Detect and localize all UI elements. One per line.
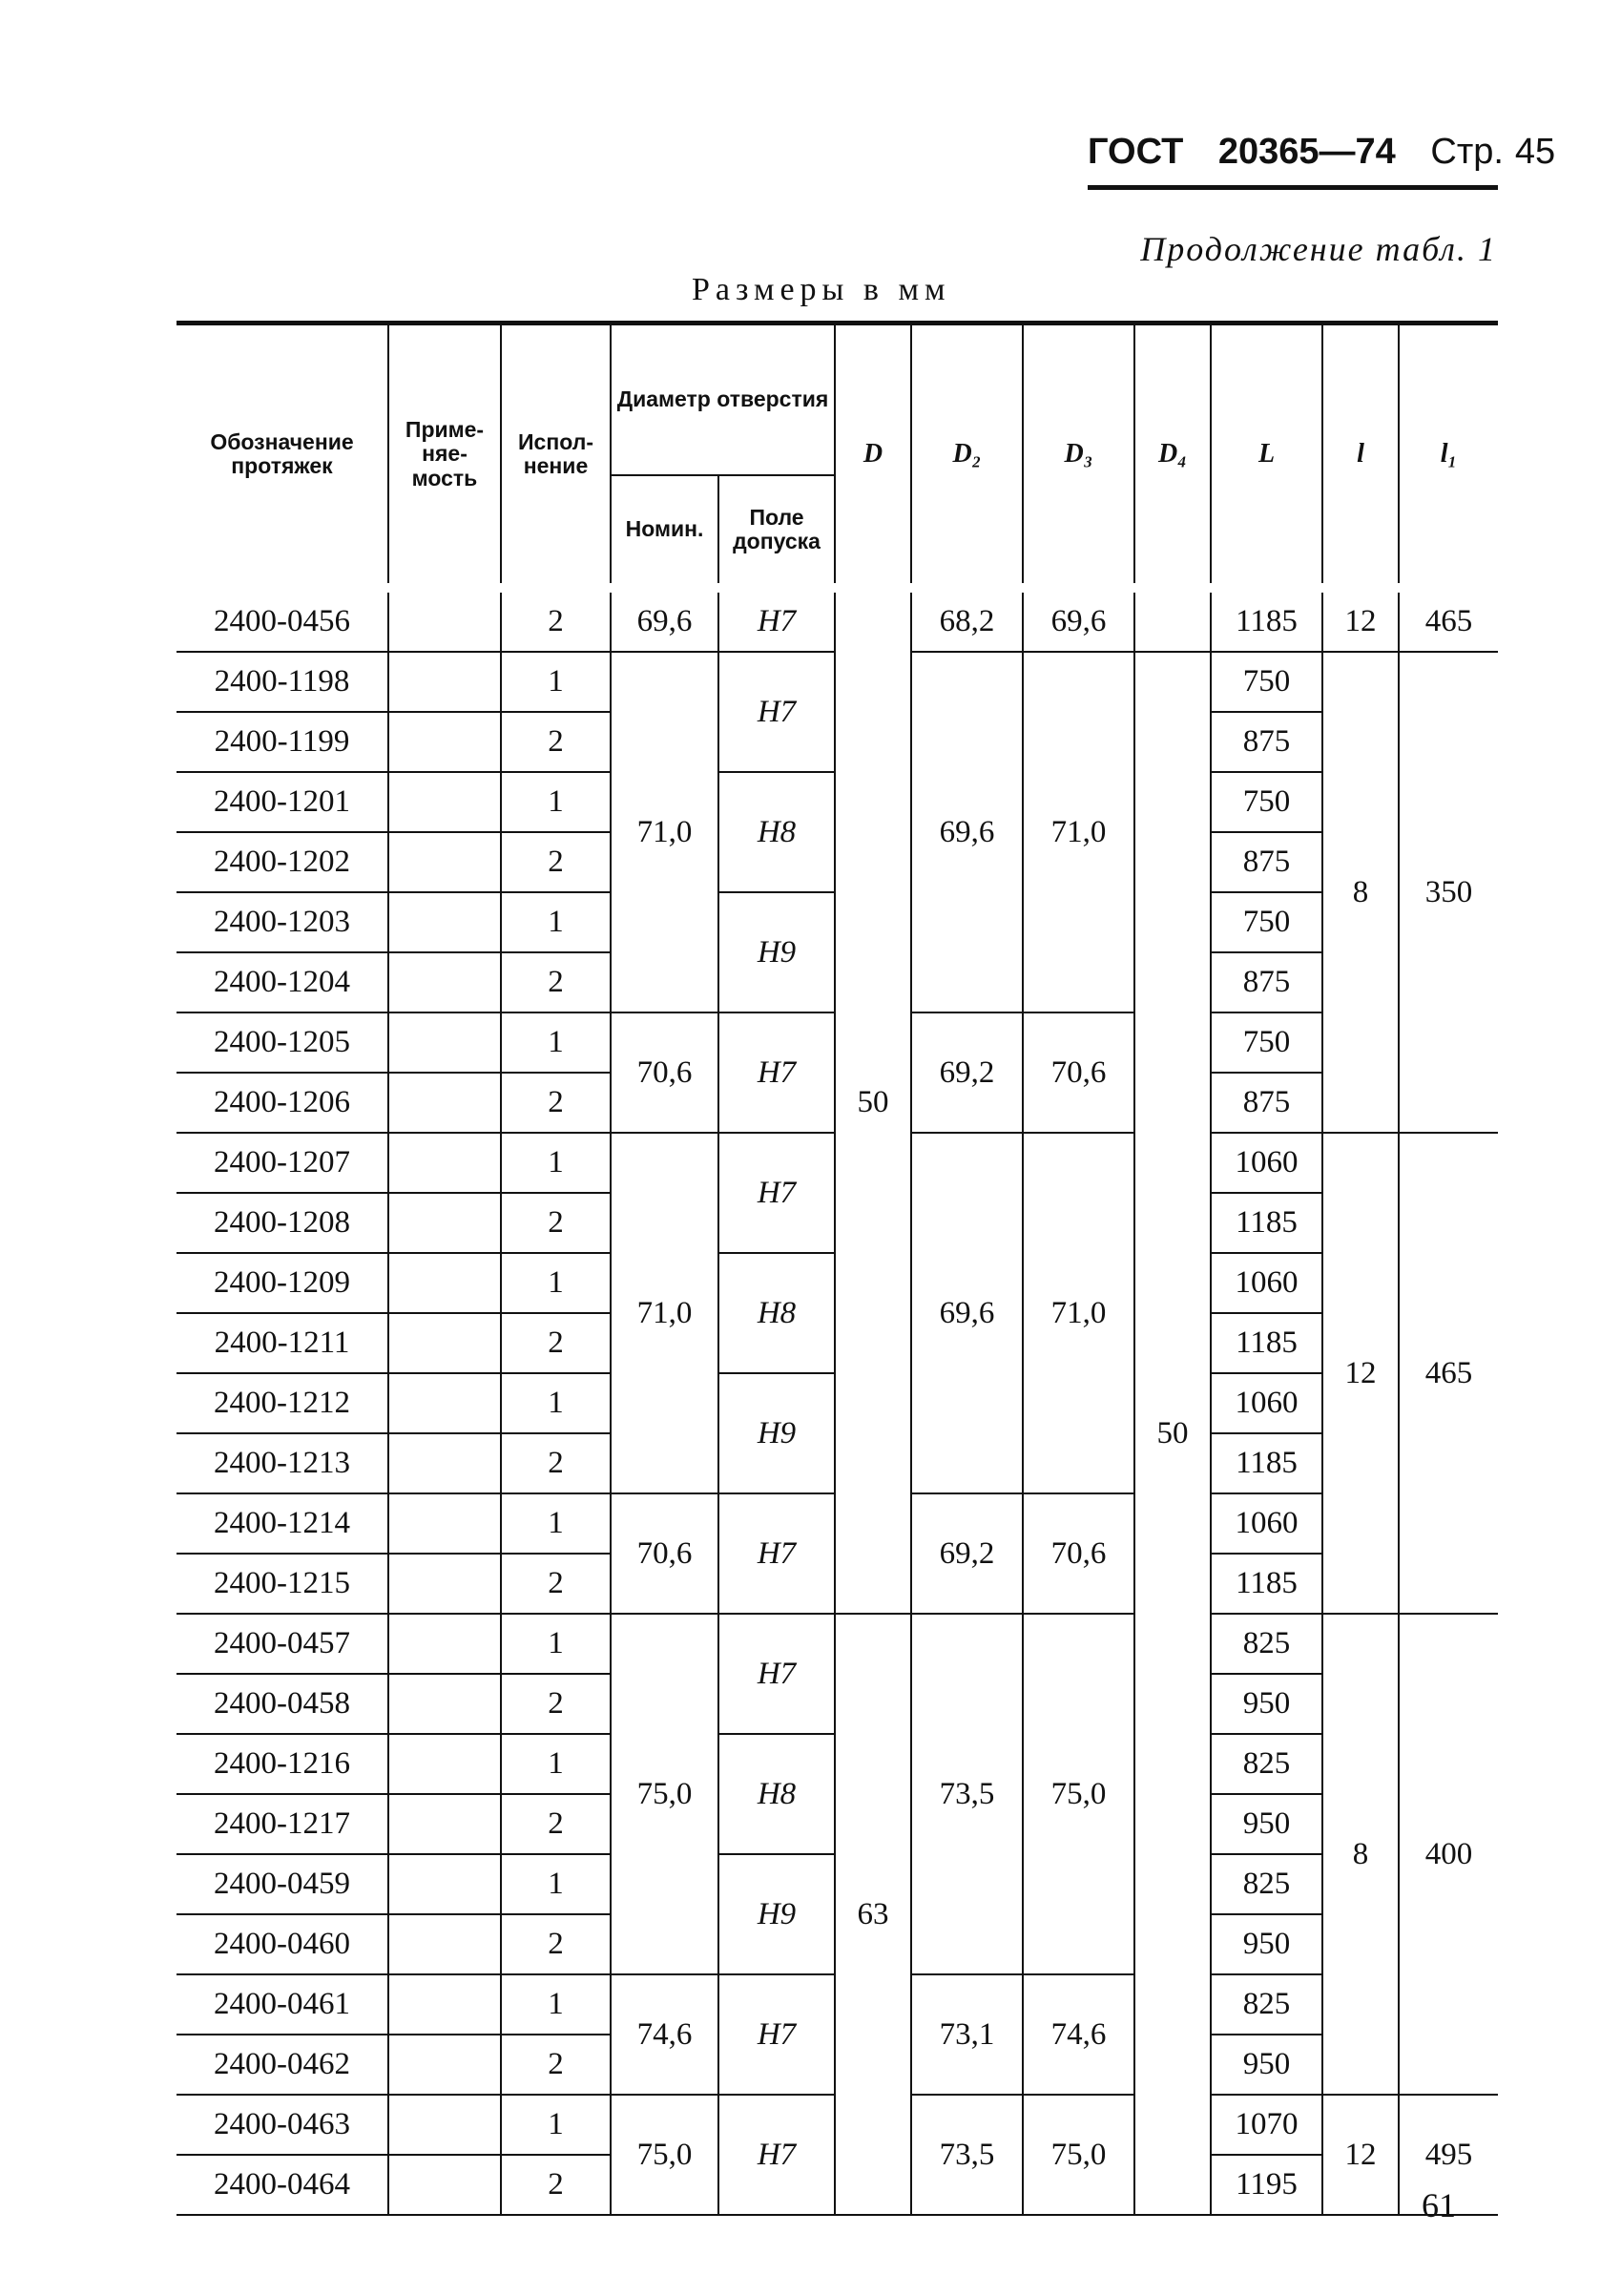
- version-cell: 1: [501, 1373, 611, 1433]
- designation-cell: 2400-0462: [177, 2035, 388, 2095]
- l1-cell: 495: [1399, 2095, 1498, 2215]
- designation-cell: 2400-1205: [177, 1012, 388, 1073]
- L-cell: 1060: [1211, 1133, 1322, 1193]
- designation-cell: 2400-1207: [177, 1133, 388, 1193]
- l1-cell: 400: [1399, 1614, 1498, 2095]
- version-cell: 1: [501, 1012, 611, 1073]
- version-cell: 2: [501, 1193, 611, 1253]
- col-l1: l₁: [1399, 324, 1498, 589]
- tolerance-cell: H8: [718, 1734, 835, 1854]
- version-cell: 1: [501, 1493, 611, 1554]
- table-row: [177, 1614, 1498, 1674]
- designation-cell: 2400-0464: [177, 2155, 388, 2215]
- L-cell: 875: [1211, 712, 1322, 772]
- col-L: L: [1211, 324, 1322, 589]
- dimensions-table: [177, 321, 1498, 2216]
- version-cell: 2: [501, 1674, 611, 1734]
- col-designation: Обозначение протяжек: [177, 324, 388, 589]
- tolerance-cell: H8: [718, 772, 835, 892]
- designation-cell: 2400-1211: [177, 1313, 388, 1373]
- D2-cell: 69,6: [911, 652, 1023, 1012]
- page-label: Стр.: [1430, 132, 1504, 172]
- applicability-cell: [388, 1614, 501, 1674]
- nominal-cell: 75,0: [611, 2095, 718, 2215]
- designation-cell: 2400-1216: [177, 1734, 388, 1794]
- designation-cell: 2400-0459: [177, 1854, 388, 1914]
- applicability-cell: [388, 1133, 501, 1193]
- l-cell: 8: [1322, 652, 1399, 1133]
- nominal-cell: 74,6: [611, 1974, 718, 2095]
- tolerance-cell: H7: [718, 1012, 835, 1133]
- col-D3: D₃: [1023, 324, 1134, 589]
- applicability-cell: [388, 2035, 501, 2095]
- tolerance-cell: H7: [718, 1614, 835, 1734]
- header-page-number: 45: [1514, 132, 1556, 172]
- version-cell: 2: [501, 952, 611, 1012]
- col-D4: D₄: [1134, 324, 1211, 589]
- designation-cell: 2400-1217: [177, 1794, 388, 1854]
- l-cell: 12: [1322, 588, 1399, 652]
- D3-cell: 69,6: [1023, 588, 1134, 652]
- L-cell: 1185: [1211, 1313, 1322, 1373]
- D2-cell: 69,6: [911, 1133, 1023, 1493]
- D3-cell: 70,6: [1023, 1012, 1134, 1133]
- applicability-cell: [388, 588, 501, 652]
- D2-cell: 73,1: [911, 1974, 1023, 2095]
- D3-cell: 71,0: [1023, 652, 1134, 1012]
- designation-cell: 2400-1203: [177, 892, 388, 952]
- version-cell: 2: [501, 2035, 611, 2095]
- L-cell: 1070: [1211, 2095, 1322, 2155]
- nominal-cell: 71,0: [611, 1133, 718, 1493]
- gost-number: 20365—74: [1217, 132, 1396, 172]
- version-cell: 2: [501, 1554, 611, 1614]
- nominal-cell: 69,6: [611, 588, 718, 652]
- designation-cell: 2400-1204: [177, 952, 388, 1012]
- applicability-cell: [388, 712, 501, 772]
- D-cell: 63: [835, 1614, 911, 2215]
- l-cell: 12: [1322, 2095, 1399, 2215]
- col-D2: D₂: [911, 324, 1023, 589]
- version-cell: 1: [501, 1253, 611, 1313]
- tolerance-cell: H9: [718, 1854, 835, 1974]
- version-cell: 1: [501, 1854, 611, 1914]
- applicability-cell: [388, 952, 501, 1012]
- version-cell: 2: [501, 1433, 611, 1493]
- designation-cell: 2400-1213: [177, 1433, 388, 1493]
- nominal-cell: 71,0: [611, 652, 718, 1012]
- version-cell: 1: [501, 2095, 611, 2155]
- designation-cell: 2400-1208: [177, 1193, 388, 1253]
- version-cell: 2: [501, 832, 611, 892]
- applicability-cell: [388, 652, 501, 712]
- L-cell: 1060: [1211, 1253, 1322, 1313]
- L-cell: 750: [1211, 652, 1322, 712]
- D2-cell: 68,2: [911, 588, 1023, 652]
- version-cell: 2: [501, 588, 611, 652]
- tolerance-cell: H9: [718, 1373, 835, 1493]
- applicability-cell: [388, 1253, 501, 1313]
- L-cell: 825: [1211, 1974, 1322, 2035]
- applicability-cell: [388, 1734, 501, 1794]
- applicability-cell: [388, 1012, 501, 1073]
- L-cell: 1185: [1211, 1193, 1322, 1253]
- tolerance-cell: H7: [718, 588, 835, 652]
- L-cell: 825: [1211, 1614, 1322, 1674]
- version-cell: 1: [501, 892, 611, 952]
- designation-cell: 2400-1198: [177, 652, 388, 712]
- designation-cell: 2400-1206: [177, 1073, 388, 1133]
- D2-cell: 73,5: [911, 2095, 1023, 2215]
- designation-cell: 2400-0463: [177, 2095, 388, 2155]
- D2-cell: 69,2: [911, 1493, 1023, 1614]
- tolerance-cell: H7: [718, 1974, 835, 2095]
- L-cell: 1060: [1211, 1493, 1322, 1554]
- D4-cell: 50: [1134, 652, 1211, 2215]
- applicability-cell: [388, 1313, 501, 1373]
- page-number: 61: [1422, 2186, 1456, 2224]
- version-cell: 2: [501, 1794, 611, 1854]
- designation-cell: 2400-1201: [177, 772, 388, 832]
- L-cell: 750: [1211, 772, 1322, 832]
- applicability-cell: [388, 2155, 501, 2215]
- version-cell: 2: [501, 1914, 611, 1974]
- L-cell: 750: [1211, 1012, 1322, 1073]
- designation-cell: 2400-0456: [177, 588, 388, 652]
- designation-cell: 2400-1214: [177, 1493, 388, 1554]
- col-D: D: [835, 324, 911, 589]
- L-cell: 1185: [1211, 1554, 1322, 1614]
- D3-cell: 71,0: [1023, 1133, 1134, 1493]
- gost-header: [1088, 132, 1556, 190]
- tolerance-cell: H7: [718, 1133, 835, 1253]
- D3-cell: 75,0: [1023, 1614, 1134, 1974]
- version-cell: 1: [501, 1614, 611, 1674]
- version-cell: 2: [501, 1313, 611, 1373]
- version-cell: 2: [501, 712, 611, 772]
- l-cell: 12: [1322, 1133, 1399, 1614]
- version-cell: 2: [501, 1073, 611, 1133]
- L-cell: 950: [1211, 1914, 1322, 1974]
- applicability-cell: [388, 1193, 501, 1253]
- version-cell: 1: [501, 772, 611, 832]
- applicability-cell: [388, 1974, 501, 2035]
- D4-cell: [1134, 588, 1211, 652]
- nominal-cell: 70,6: [611, 1012, 718, 1133]
- applicability-cell: [388, 892, 501, 952]
- applicability-cell: [388, 832, 501, 892]
- tolerance-cell: H7: [718, 652, 835, 772]
- L-cell: 950: [1211, 2035, 1322, 2095]
- version-cell: 1: [501, 652, 611, 712]
- tolerance-cell: H7: [718, 2095, 835, 2215]
- applicability-cell: [388, 1433, 501, 1493]
- applicability-cell: [388, 1854, 501, 1914]
- L-cell: 950: [1211, 1794, 1322, 1854]
- tolerance-cell: H7: [718, 1493, 835, 1614]
- D3-cell: 74,6: [1023, 1974, 1134, 2095]
- col-nominal: Номин.: [611, 475, 718, 588]
- designation-cell: 2400-0458: [177, 1674, 388, 1734]
- L-cell: 1185: [1211, 1433, 1322, 1493]
- col-version: Испол-нение: [501, 324, 611, 589]
- tolerance-cell: H8: [718, 1253, 835, 1373]
- L-cell: 1185: [1211, 588, 1322, 652]
- l1-cell: 350: [1399, 652, 1498, 1133]
- designation-cell: 2400-1215: [177, 1554, 388, 1614]
- applicability-cell: [388, 2095, 501, 2155]
- gost-standard: ГОСТ: [1088, 132, 1184, 172]
- version-cell: 1: [501, 1133, 611, 1193]
- L-cell: 950: [1211, 1674, 1322, 1734]
- applicability-cell: [388, 1373, 501, 1433]
- applicability-cell: [388, 1674, 501, 1734]
- nominal-cell: 70,6: [611, 1493, 718, 1614]
- applicability-cell: [388, 1914, 501, 1974]
- D3-cell: 75,0: [1023, 2095, 1134, 2215]
- L-cell: 825: [1211, 1854, 1322, 1914]
- col-applicability: Приме-няе-мость: [388, 324, 501, 589]
- D3-cell: 70,6: [1023, 1493, 1134, 1614]
- applicability-cell: [388, 1794, 501, 1854]
- L-cell: 825: [1211, 1734, 1322, 1794]
- applicability-cell: [388, 1073, 501, 1133]
- col-hole-diameter: Диаметр отверстия: [611, 324, 835, 476]
- designation-cell: 2400-1209: [177, 1253, 388, 1313]
- nominal-cell: 75,0: [611, 1614, 718, 1974]
- designation-cell: 2400-0460: [177, 1914, 388, 1974]
- designation-cell: 2400-0461: [177, 1974, 388, 2035]
- D-cell: 50: [835, 588, 911, 1614]
- designation-cell: 2400-1212: [177, 1373, 388, 1433]
- table-continuation-caption: Продолжение табл. 1: [1140, 230, 1497, 268]
- applicability-cell: [388, 772, 501, 832]
- L-cell: 750: [1211, 892, 1322, 952]
- designation-cell: 2400-0457: [177, 1614, 388, 1674]
- L-cell: 1195: [1211, 2155, 1322, 2215]
- L-cell: 875: [1211, 952, 1322, 1012]
- col-l: l: [1322, 324, 1399, 589]
- l1-cell: 465: [1399, 588, 1498, 652]
- version-cell: 1: [501, 1734, 611, 1794]
- designation-cell: 2400-1202: [177, 832, 388, 892]
- L-cell: 875: [1211, 832, 1322, 892]
- version-cell: 2: [501, 2155, 611, 2215]
- l1-cell: 465: [1399, 1133, 1498, 1614]
- col-tolerance: Поле допуска: [718, 475, 835, 588]
- tolerance-cell: H9: [718, 892, 835, 1012]
- table-body: [177, 588, 1498, 2215]
- applicability-cell: [388, 1554, 501, 1614]
- L-cell: 1060: [1211, 1373, 1322, 1433]
- applicability-cell: [388, 1493, 501, 1554]
- L-cell: 875: [1211, 1073, 1322, 1133]
- D2-cell: 73,5: [911, 1614, 1023, 1974]
- version-cell: 1: [501, 1974, 611, 2035]
- l-cell: 8: [1322, 1614, 1399, 2095]
- designation-cell: 2400-1199: [177, 712, 388, 772]
- D2-cell: 69,2: [911, 1012, 1023, 1133]
- table-row: [177, 588, 1498, 652]
- units-caption: Размеры в мм: [692, 272, 951, 307]
